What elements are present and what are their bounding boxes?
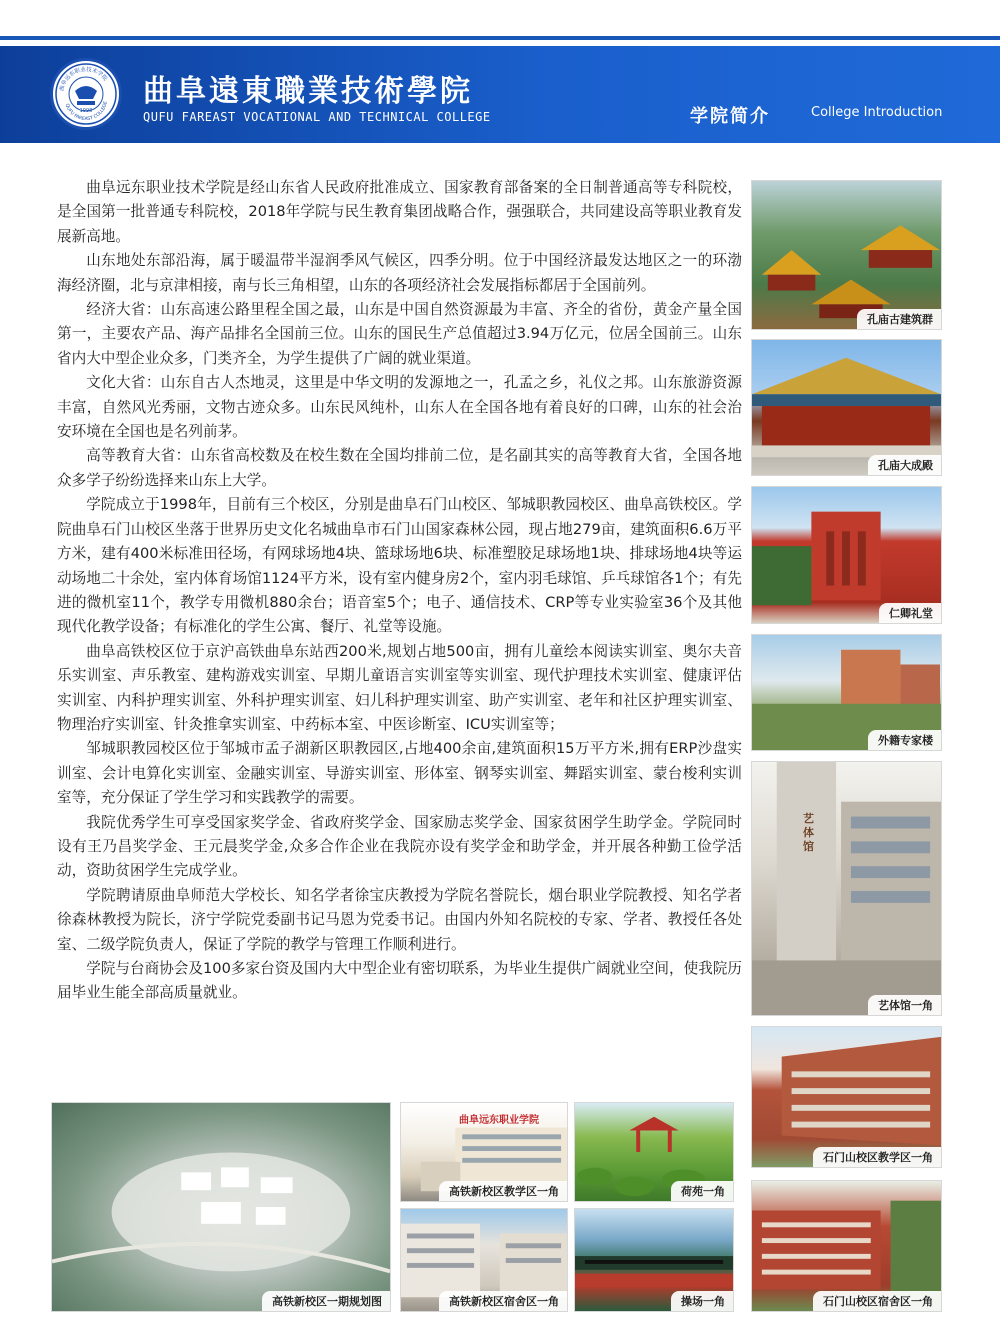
photo-hsr-plan	[51, 1102, 391, 1312]
photo-confucius-temple	[751, 180, 942, 330]
photo-foreign-experts	[751, 634, 942, 751]
section-title-cn: 学院简介	[690, 106, 770, 127]
photo-playground	[574, 1208, 734, 1312]
paragraph: 邹城职教园校区位于邹城市孟子湖新区职教园区,占地400余亩,建筑面积15万平方米,拥有ERP沙盘实训室、会计电算化实训室、金融实训室、导游实训室、形体室、钢琴实训室、舞蹈实训室、蒙台梭利实训室等，充分保证了学生学习和实践教学的需要。	[57, 740, 742, 807]
paragraph: 曲阜远东职业技术学院是经山东省人民政府批准成立、国家教育部备案的全日制普通高等专科院校，是全国第一批普通专科院校，2018年学院与民生教育集团战略合作，强强联合，共同建设高等职业教育发展新高地。	[57, 179, 742, 245]
photo-caption: 荷苑一角	[671, 1181, 733, 1201]
paragraph: 学院与台商协会及100多家台资及国内大中型企业有密切联系，为毕业生提供广阔就业空间，使我院历届毕业生能全部高质量就业。	[57, 960, 742, 1002]
photo-caption: 石门山校区宿舍区一角	[813, 1291, 941, 1311]
paragraph: 经济大省：山东高速公路里程全国之最，山东是中国自然资源最为丰富、齐全的省份，黄金产量全国第一，主要农产品、海产品排名全国前三位。山东的国民生产总值超过3.94万亿元，位居全国前三。山东省内大中型企业众多，门类齐全，为学生提供了广阔的就业渠道。	[57, 301, 742, 367]
photo-caption: 仁卿礼堂	[879, 603, 941, 623]
introduction-text	[57, 176, 742, 1006]
photo-caption: 外籍专家楼	[868, 730, 941, 750]
college-seal-icon	[53, 61, 119, 127]
photo-renpu-hall	[751, 486, 942, 624]
photo-dacheng-hall	[751, 339, 942, 476]
paragraph: 学院成立于1998年，目前有三个校区，分别是曲阜石门山校区、邹城职教园校区、曲阜高铁校区。学院曲阜石门山校区坐落于世界历史文化名城曲阜市石门山国家森林公园，现占地279亩，建筑面积6.6万平方米，建有400米标准田径场，有网球场地4块、篮球场地6块、标准塑胶足球场地1块、排球场地4块等运动场地二十余处，室内体育场馆1124平方米，设有室内健身房2个，室内羽毛球馆、乒乓球馆各1个；有先进的微机室11个，教学专用微机880余台；语音室5个；电子、通信技术、CRP等专业实验室36个及其他现代化教学设备；有标准化的学生公寓、餐厅、礼堂等设施。	[57, 496, 742, 636]
photo-lotus-garden	[574, 1102, 734, 1202]
photo-hsr-teaching	[400, 1102, 568, 1202]
photo-caption: 操场一角	[671, 1291, 733, 1311]
paragraph: 我院优秀学生可享受国家奖学金、省政府奖学金、国家励志奖学金、国家贫困学生助学金。学院同时设有王乃昌奖学金、王元晨奖学金,众多合作企业在我院亦设有奖学金和助学金，并开展各种勤工俭学活动，资助贫困学生完成学业。	[57, 813, 742, 880]
arts-building-sign: 艺体馆	[803, 812, 814, 853]
photo-caption: 高铁新校区宿舍区一角	[439, 1291, 567, 1311]
college-name-cn: 曲阜遠東職業技術學院	[143, 74, 473, 109]
section-title-en: College Introduction	[811, 105, 943, 120]
paragraph: 学院聘请原曲阜师范大学校长、知名学者徐宝庆教授为学院名誉院长，烟台职业学院教授、知名学者徐森林教授为院长，济宁学院党委副书记马恩为党委书记。由国内外知名院校的专家、学者、教授任各处室、二级学院负责人，保证了学院的教学与管理工作顺利进行。	[57, 886, 742, 953]
paragraph: 高等教育大省：山东省高校数及在校生数在全国均排前二位，是名副其实的高等教育大省，全国各地众多学子纷纷选择来山东上大学。	[57, 447, 742, 489]
header-banner	[0, 46, 1000, 143]
photo-shimen-dorm	[751, 1180, 942, 1312]
logo-ring-text-top: 曲阜远东职业技术学院	[59, 66, 109, 92]
paragraph: 山东地处东部沿海，属于暖温带半湿润季风气候区，四季分明。位于中国经济最发达地区之一的环渤海经济圈，北与京津相接，南与长三角相望，山东的各项经济社会发展指标都居于全国前列。	[57, 252, 742, 294]
paragraph: 曲阜高铁校区位于京沪高铁曲阜东站西200米,规划占地500亩，拥有儿童绘本阅读实训室、奥尔夫音乐实训室、声乐教室、建构游戏实训室、早期儿童语言实训室等实训室、现代护理技术实训室、健康评估实训室、内科护理实训室、外科护理实训室、妇儿科护理实训室、助产实训室、老年和社区护理实训室、物理治疗实训室、针灸推拿实训室、中药标本室、中医诊断室、ICU实训室等；	[57, 642, 742, 733]
photo-hsr-dorm	[400, 1208, 568, 1312]
college-logo	[50, 58, 122, 130]
photo-caption: 高铁新校区教学区一角	[439, 1181, 567, 1201]
top-rule	[0, 36, 1000, 40]
logo-year: 1998	[79, 108, 93, 114]
photo-caption: 孔庙大成殿	[868, 455, 941, 475]
photo-caption: 石门山校区教学区一角	[813, 1147, 941, 1167]
photo-caption: 高铁新校区一期规划图	[262, 1291, 390, 1311]
photo-caption: 孔庙古建筑群	[857, 309, 941, 329]
photo-arts-building	[751, 761, 942, 1016]
photo-caption: 艺体馆一角	[868, 995, 941, 1015]
building-sign: 曲阜远东职业学院	[459, 1115, 539, 1126]
paragraph: 文化大省：山东自古人杰地灵，这里是中华文明的发源地之一，孔孟之乡，礼仪之邦。山东旅游资源丰富，自然风光秀丽，文物古迹众多。山东民风纯朴，山东人在全国各地有着良好的口碑，山东的社会治安环境在全国也是名列前茅。	[57, 374, 742, 441]
college-name-en: QUFU FAREAST VOCATIONAL AND TECHNICAL COLLEGE	[143, 110, 491, 124]
photo-shimen-teaching	[751, 1026, 942, 1168]
logo-ring-text-bottom: QUFU FAREAST COLLEGE	[63, 100, 109, 123]
